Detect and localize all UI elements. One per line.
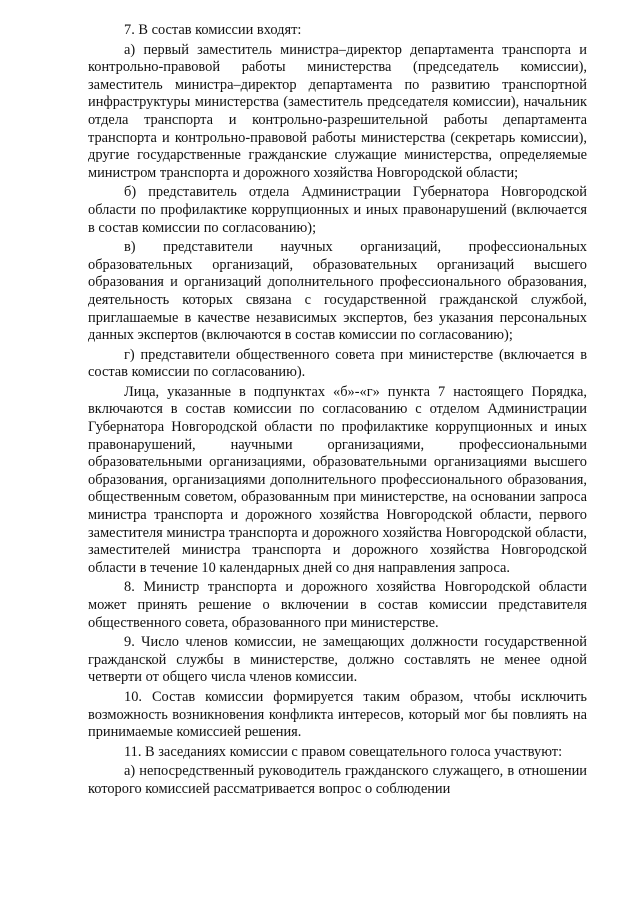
paragraph-10: 10. Состав комиссии формируется таким образом, чтобы исключить возможность возникновения конфликта интересов, который мог бы повлиять на принимаемые комиссией решения. (88, 688, 587, 741)
paragraph-7-heading: 7. В состав комиссии входят: (124, 22, 302, 38)
paragraph-9: 9. Число членов комиссии, не замещающих должности государственной гражданской службы в министерстве, должно составлять не менее одной четверти от общего числа членов комиссии. (88, 634, 587, 686)
paragraph-11a: а) непосредственный руководитель гражданского служащего, в отношении которого комиссией рассматривается вопрос о соблюдении (88, 763, 587, 797)
paragraph-7a: а) первый заместитель министра–директор департамента транспорта и контрольно-правовой работы министерства (председатель комиссии), заместитель министра–директор департамента по развитию транспортной инфраструктуры министерства (заместитель председателя комиссии), начальник отдела транспорта и контрольно-разрешительной работы департамента транспорта и контрольно-правовой работы министерства (секретарь комиссии), другие государственные гражданские служащие министерства, определяемые министром транспорта и дорожного хозяйства Новгородской области; (88, 41, 587, 181)
paragraph-8: 8. Министр транспорта и дорожного хозяйства Новгородской области может принять решение о включении в состав комиссии представителя общественного совета, образованного при министерстве. (88, 579, 587, 631)
paragraph-7v: в) представители научных организаций, профессиональных образовательных организаций, образовательных организаций высшего образования и организаций дополнительного профессионального образования, деятельность которых связана с государственной гражданской службой, приглашаемые в качестве независимых экспертов, без указания персональных данных экспертов (включаются в состав комиссии по согласованию); (88, 239, 587, 344)
paragraph-7g: г) представители общественного совета при министерстве (включается в состав комиссии по согласованию). (88, 346, 587, 381)
paragraph-7b: б) представитель отдела Администрации Губернатора Новгородской области по профилактике коррупционных и иных правонарушений (включается в состав комиссии по согласованию); (88, 184, 587, 236)
paragraph-persons: Лица, указанные в подпунктах «б»-«г» пункта 7 настоящего Порядка, включаются в состав комиссии по согласованию с отделом Администрации Губернатора Новгородской области по профилактике коррупционных и иных правонарушений, научными организациями, профессиональными образовательными организациями, образовательными организациями высшего образования, организациями дополнительного профессионального образования, общественным советом, образованным при министерстве, на основании запроса министра транспорта и дорожного хозяйства Новгородской области, первого заместителя министра транспорта и дорожного хозяйства Новгородской области, заместителей министра транспорта и дорожного хозяйства Новгородской области в течение 10 календарных дней со дня направления запроса. (88, 383, 587, 576)
document-body (88, 22, 587, 799)
paragraph-11: 11. В заседаниях комиссии с правом совещательного голоса участвуют: (124, 743, 563, 760)
